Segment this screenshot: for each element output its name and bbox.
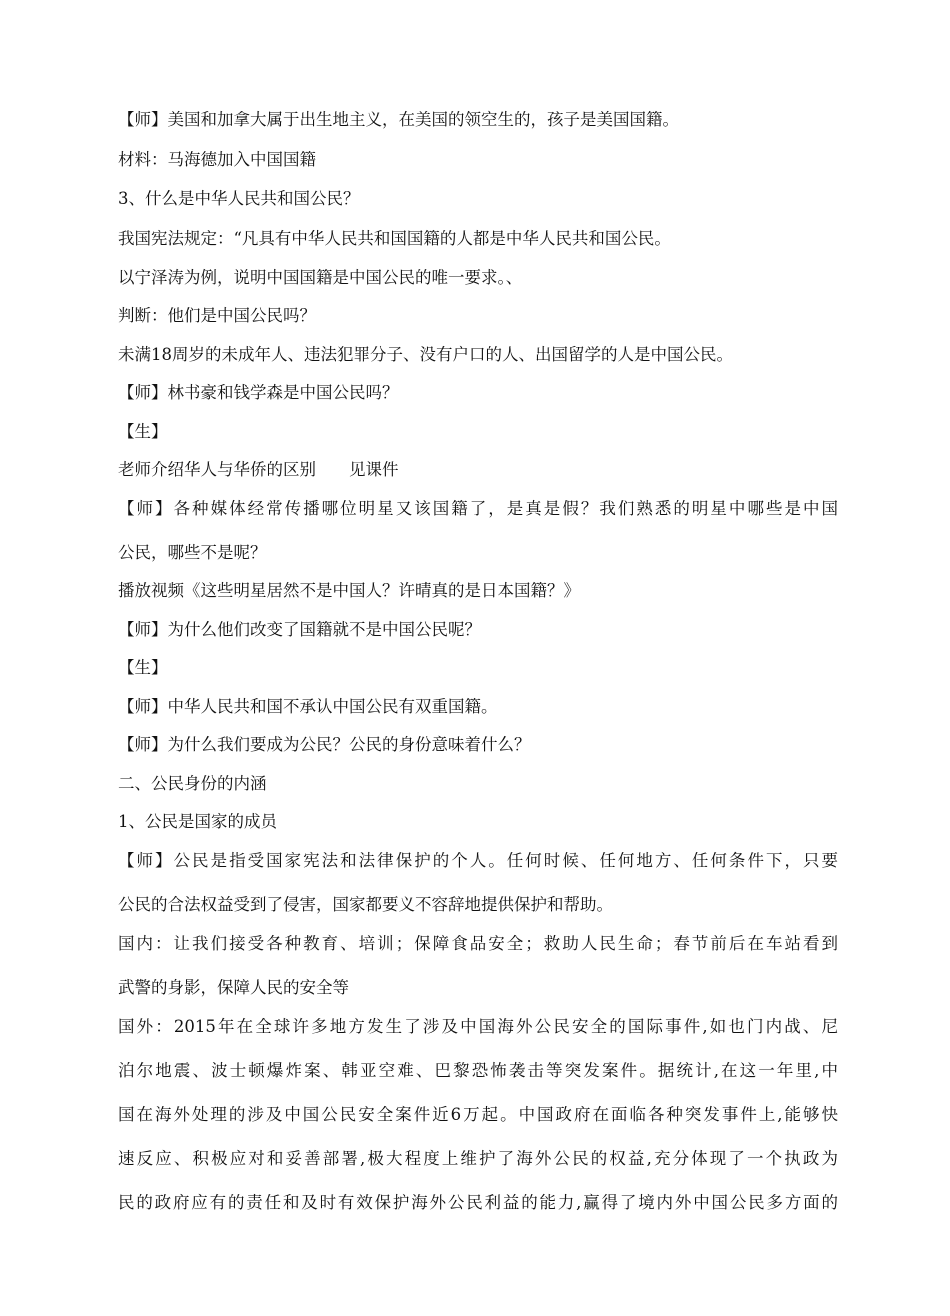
text-line: 国在海外处理的涉及中国公民安全案件近6万起。中国政府在面临各种突发事件上,能够快: [118, 1105, 838, 1124]
subsection-heading: 1、公民是国家的成员: [118, 812, 277, 831]
text-line: 材料：马海德加入中国国籍: [118, 150, 316, 169]
text-line: 我国宪法规定：“凡具有中华人民共和国国籍的人都是中华人民共和国公民。: [118, 229, 671, 248]
text-line: 【师】林书豪和钱学森是中国公民吗？: [118, 383, 399, 402]
text-line: 【生】: [118, 658, 168, 677]
text-line: 泊尔地震、波士顿爆炸案、韩亚空难、巴黎恐怖袭击等突发案件。据统计,在这一年里,中: [118, 1061, 838, 1080]
text-line: 未满18周岁的未成年人、违法犯罪分子、没有户口的人、出国留学的人是中国公民。: [118, 345, 733, 364]
text-line: 【师】为什么他们改变了国籍就不是中国公民呢？: [118, 620, 481, 639]
text-line: 播放视频《这些明星居然不是中国人？许晴真的是日本国籍？》: [118, 581, 580, 600]
text-line: 判断：他们是中国公民吗？: [118, 306, 316, 325]
text-line: 公民的合法权益受到了侵害，国家都要义不容辞地提供保护和帮助。: [118, 895, 613, 914]
text-line: 【师】美国和加拿大属于出生地主义，在美国的领空生的，孩子是美国国籍。: [118, 110, 679, 129]
text-line: 【生】: [118, 422, 168, 441]
text-line: 武警的身影，保障人民的安全等: [118, 978, 349, 997]
text-line: 速反应、积极应对和妥善部署,极大程度上维护了海外公民的权益,充分体现了一个执政为: [118, 1149, 838, 1168]
text-line: 老师介绍华人与华侨的区别 见课件: [118, 460, 399, 479]
text-line: 国内：让我们接受各种教育、培训；保障食品安全；救助人民生命；春节前后在车站看到: [118, 934, 838, 953]
text-line: 【师】中华人民共和国不承认中国公民有双重国籍。: [118, 697, 498, 716]
text-line: 国外：2015年在全球许多地方发生了涉及中国海外公民安全的国际事件,如也门内战、尼: [118, 1017, 838, 1036]
text-line: 以宁泽涛为例，说明中国国籍是中国公民的唯一要求。、: [118, 268, 523, 287]
text-line: 公民，哪些不是呢？: [118, 543, 267, 562]
text-line: 3、什么是中华人民共和国公民？: [118, 189, 360, 208]
section-heading: 二、公民身份的内涵: [118, 774, 267, 793]
text-line: 【师】为什么我们要成为公民？公民的身份意味着什么？: [118, 735, 531, 754]
text-line: 民的政府应有的责任和及时有效保护海外公民利益的能力,赢得了境内外中国公民多方面的: [118, 1193, 838, 1212]
text-line: 【师】公民是指受国家宪法和法律保护的个人。任何时候、任何地方、任何条件下，只要: [118, 851, 838, 870]
text-line: 【师】各种媒体经常传播哪位明星又该国籍了，是真是假？我们熟悉的明星中哪些是中国: [118, 499, 838, 518]
